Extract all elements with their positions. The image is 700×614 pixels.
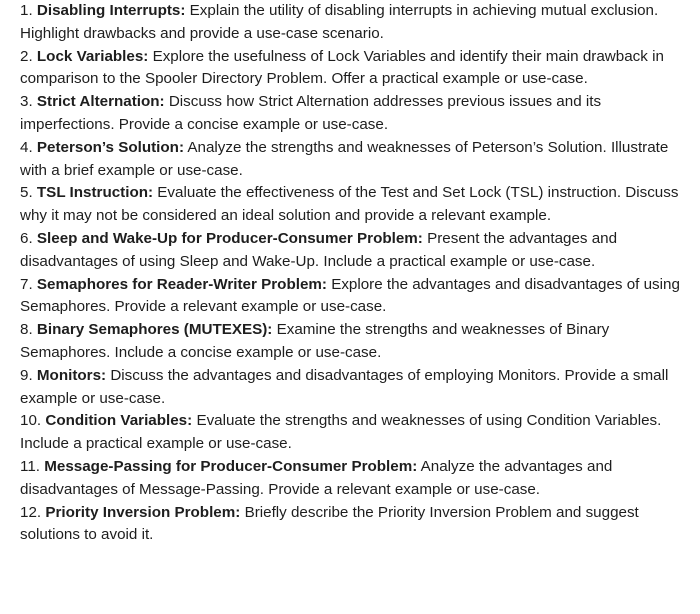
question-title: Sleep and Wake-Up for Producer-Consumer Problem:	[36, 229, 423, 247]
question-title: Binary Semaphores (MUTEXES):	[36, 321, 273, 339]
question-item-tsl-instruction	[20, 182, 686, 228]
question-item-monitors	[20, 365, 686, 411]
question-text: Examine the strengths and weaknesses of Binary Semaphores. Include a concise example or use-case.	[20, 321, 610, 361]
question-title: Disabling Interrupts:	[36, 2, 186, 19]
question-title: Condition Variables:	[45, 412, 193, 430]
question-item-priority-inversion	[20, 502, 686, 548]
question-text: Explore the advantages and disadvantages of using Semaphores. Provide a relevant example or use-case.	[20, 275, 680, 316]
question-number: 1.	[20, 2, 33, 19]
question-text: Discuss how Strict Alternation addresses previous issues and its imperfections. Provide a concise example or use-case.	[20, 93, 602, 133]
question-item-semaphores	[20, 274, 686, 320]
question-number: 2.	[20, 47, 33, 65]
question-text: Analyze the strengths and weaknesses of Peterson’s Solution. Illustrate with a brief example or use-case.	[20, 138, 669, 179]
question-item-strict-alternation	[20, 91, 686, 137]
question-title: Semaphores for Reader-Writer Problem:	[36, 275, 327, 293]
question-title: Priority Inversion Problem:	[45, 503, 241, 521]
question-number: 10.	[20, 412, 42, 430]
question-text: Explain the utility of disabling interrupts in achieving mutual exclusion. Highlight drawbacks and provide a use-case scenario.	[20, 2, 659, 42]
question-number: 3.	[20, 93, 33, 111]
question-title: Strict Alternation:	[36, 93, 165, 111]
question-item-lock-variables	[20, 46, 686, 92]
question-text: Present the advantages and disadvantages of using Sleep and Wake-Up. Include a practical example or use-case.	[20, 229, 618, 270]
question-number: 12.	[20, 503, 42, 521]
question-number: 11.	[20, 457, 40, 475]
question-text: Evaluate the strengths and weaknesses of using Condition Variables. Include a practical example or use-case.	[20, 412, 662, 453]
question-text: Briefly describe the Priority Inversion Problem and suggest solutions to avoid it.	[20, 503, 639, 544]
question-item-binary-semaphores	[20, 319, 686, 365]
question-title: Lock Variables:	[36, 47, 149, 65]
question-title: TSL Instruction:	[36, 184, 154, 202]
question-text: Evaluate the effectiveness of the Test and Set Lock (TSL) instruction. Discuss why it may not be considered an ideal solution and provide a relevant example.	[20, 184, 679, 225]
question-number: 7.	[20, 275, 33, 293]
question-title: Message-Passing for Producer-Consumer Problem:	[44, 457, 418, 475]
question-text: Explore the usefulness of Lock Variables and identify their main drawback in comparison to the Spooler Directory Problem. Offer a practical example or use-case.	[20, 47, 664, 88]
question-title: Peterson’s Solution:	[36, 138, 185, 156]
question-text: Analyze the advantages and disadvantages of Message-Passing. Provide a relevant example or use-case.	[20, 457, 613, 498]
question-number: 5.	[20, 184, 33, 202]
question-number: 4.	[20, 138, 33, 156]
question-number: 9.	[20, 366, 33, 384]
question-item-sleep-and-wake-up	[20, 228, 686, 274]
question-item-message-passing	[20, 456, 686, 502]
question-text: Discuss the advantages and disadvantages of employing Monitors. Provide a small example or use-case.	[20, 366, 669, 407]
question-item-condition-variables	[20, 410, 686, 456]
question-item-disabling-interrupts	[20, 0, 686, 46]
question-item-petersons-solution	[20, 137, 686, 183]
question-number: 8.	[20, 321, 33, 339]
question-title: Monitors:	[36, 366, 107, 384]
question-number: 6.	[20, 229, 33, 247]
